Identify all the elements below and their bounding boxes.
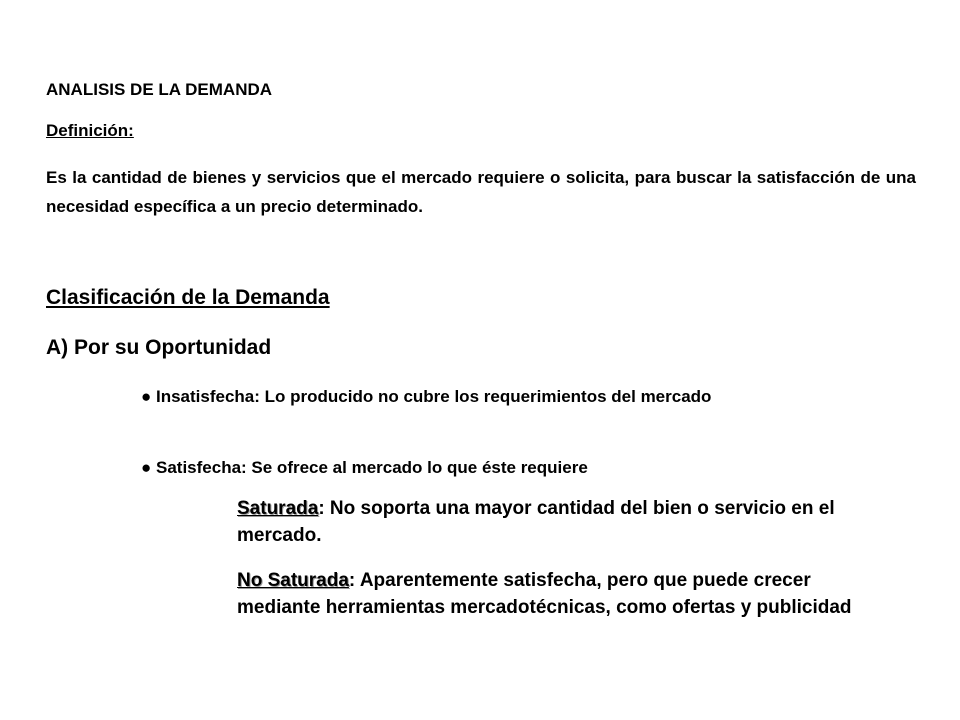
bullet-insatisfecha: ● Insatisfecha: Lo producido no cubre los requerimientos del mercado	[141, 387, 712, 406]
subitem-no-saturada	[237, 567, 897, 621]
definition-label: Definición:	[46, 121, 134, 140]
term-no-saturada: No Saturada	[237, 570, 349, 591]
opportunity-subheading: A) Por su Oportunidad	[46, 336, 272, 359]
page-title: ANALISIS DE LA DEMANDA	[46, 80, 273, 99]
subitem-saturada	[237, 495, 897, 549]
bullet-satisfecha: ● Satisfecha: Se ofrece al mercado lo que éste requiere	[141, 458, 588, 477]
classification-heading: Clasificación de la Demanda	[46, 286, 330, 309]
term-saturada: Saturada	[237, 498, 319, 519]
definition-text: Es la cantidad de bienes y servicios que el mercado requiere o solicita, para buscar la satisfacción de una necesidad específica a un precio determinado.	[46, 168, 916, 216]
subitem-no-saturada-text: : Aparentemente satisfecha, pero que puede crecer mediante herramientas mercadotécnicas, como ofertas y publicidad	[237, 570, 852, 618]
subitem-saturada-text: : No soporta una mayor cantidad del bien o servicio en el mercado.	[237, 498, 835, 546]
